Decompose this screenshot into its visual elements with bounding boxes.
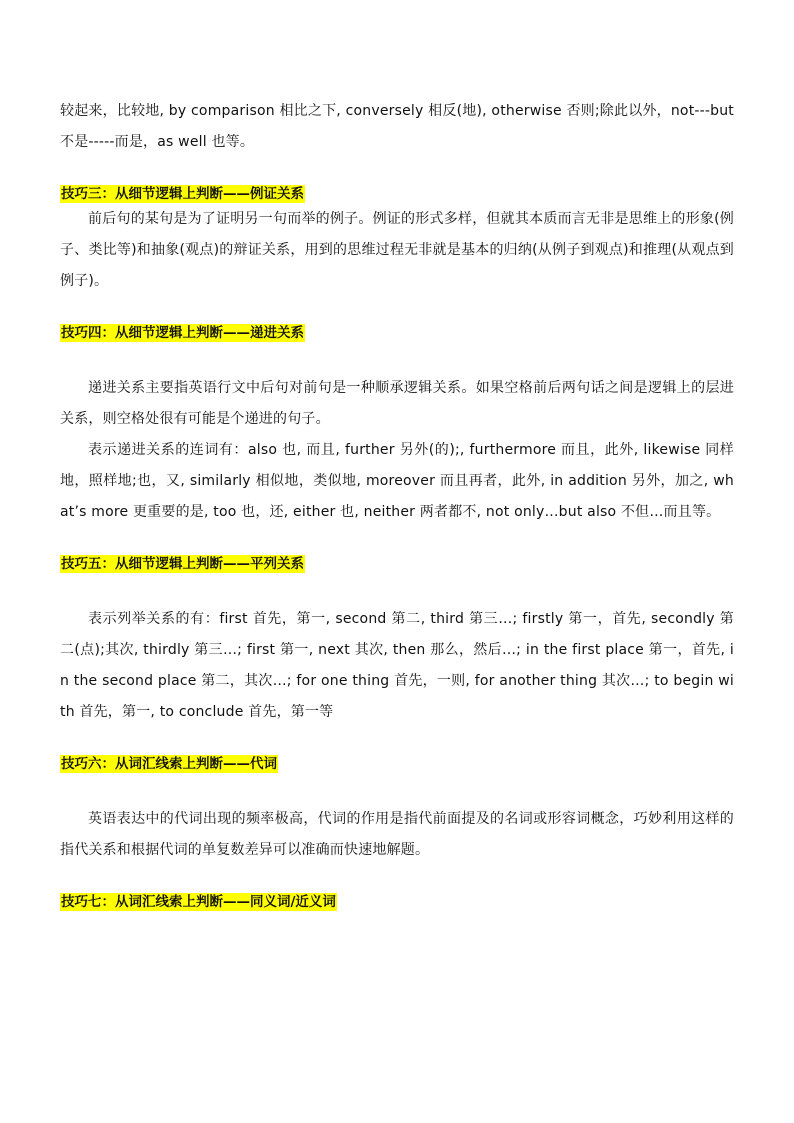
heading-tip-5-text: 技巧五：从细节逻辑上判断——平列关系 [61, 556, 304, 572]
spacer [60, 343, 734, 373]
paragraph-example-relation: 前后句的某句是为了证明另一句而举的例子。例证的形式多样，但就其本质而言无非是思维上的形象(例子、类比等)和抽象(观点)的辩证关系，用到的思维过程无非就是基本的归纳(从例子到观点)和推理(从观点到例子)。 [60, 211, 734, 289]
heading-tip-4-text: 技巧四：从细节逻辑上判断——递进关系 [61, 325, 304, 341]
spacer [60, 528, 734, 554]
spacer [60, 297, 734, 323]
paragraph-pronoun: 英语表达中的代词出现的频率极高，代词的作用是指代前面提及的名词或形容词概念，巧妙利用这样的指代关系和根据代词的单复数差异可以准确而快速地解题。 [60, 811, 734, 858]
heading-tip-5 [60, 554, 734, 574]
heading-tip-7 [60, 892, 734, 912]
paragraph-parallel-list: 表示列举关系的有：first 首先，第一, second 第二, third 第三…; firstly 第一，首先, secondly 第二(点);其次, thirdly 第三…; first 第一, next 其次, then 那么，然后…; in the first place 第一，首先, in the second place 第二，其次…; for one thing 首先，一则, for another thing 其次…; to begin with 首先，第一, to conclude 首先，第一等 [60, 611, 734, 720]
spacer [60, 728, 734, 754]
heading-tip-3 [60, 184, 734, 204]
paragraph-contrast-continued: 较起来，比较地, by comparison 相比之下, conversely 相反(地), otherwise 否则;除此以外，not---but 不是-----而是，as well 也等。 [60, 103, 734, 150]
spacer [60, 866, 734, 892]
heading-tip-4 [60, 323, 734, 343]
heading-tip-6-text: 技巧六：从词汇线索上判断——代词 [61, 756, 277, 772]
heading-tip-7-text: 技巧七：从词汇线索上判断——同义词/近义词 [61, 894, 336, 910]
spacer [60, 158, 734, 184]
paragraph-progressive-connectives: 表示递进关系的连词有：also 也, 而且, further 另外(的);, furthermore 而且，此外, likewise 同样地，照样地;也，又, similarly 相似地，类似地, moreover 而且再者，此外, in addition 另外，加之, what’s more 更重要的是, too 也，还, either 也, neither 两者都不, not only…but also 不但…而且等。 [60, 442, 734, 520]
heading-tip-3-text: 技巧三：从细节逻辑上判断——例证关系 [61, 186, 304, 202]
spacer [60, 774, 734, 804]
heading-tip-6 [60, 754, 734, 774]
paragraph-progressive-intro: 递进关系主要指英语行文中后句对前句是一种顺承逻辑关系。如果空格前后两句话之间是逻辑上的层进关系，则空格处很有可能是个递进的句子。 [60, 380, 734, 427]
document-page [60, 96, 734, 912]
spacer [60, 574, 734, 604]
